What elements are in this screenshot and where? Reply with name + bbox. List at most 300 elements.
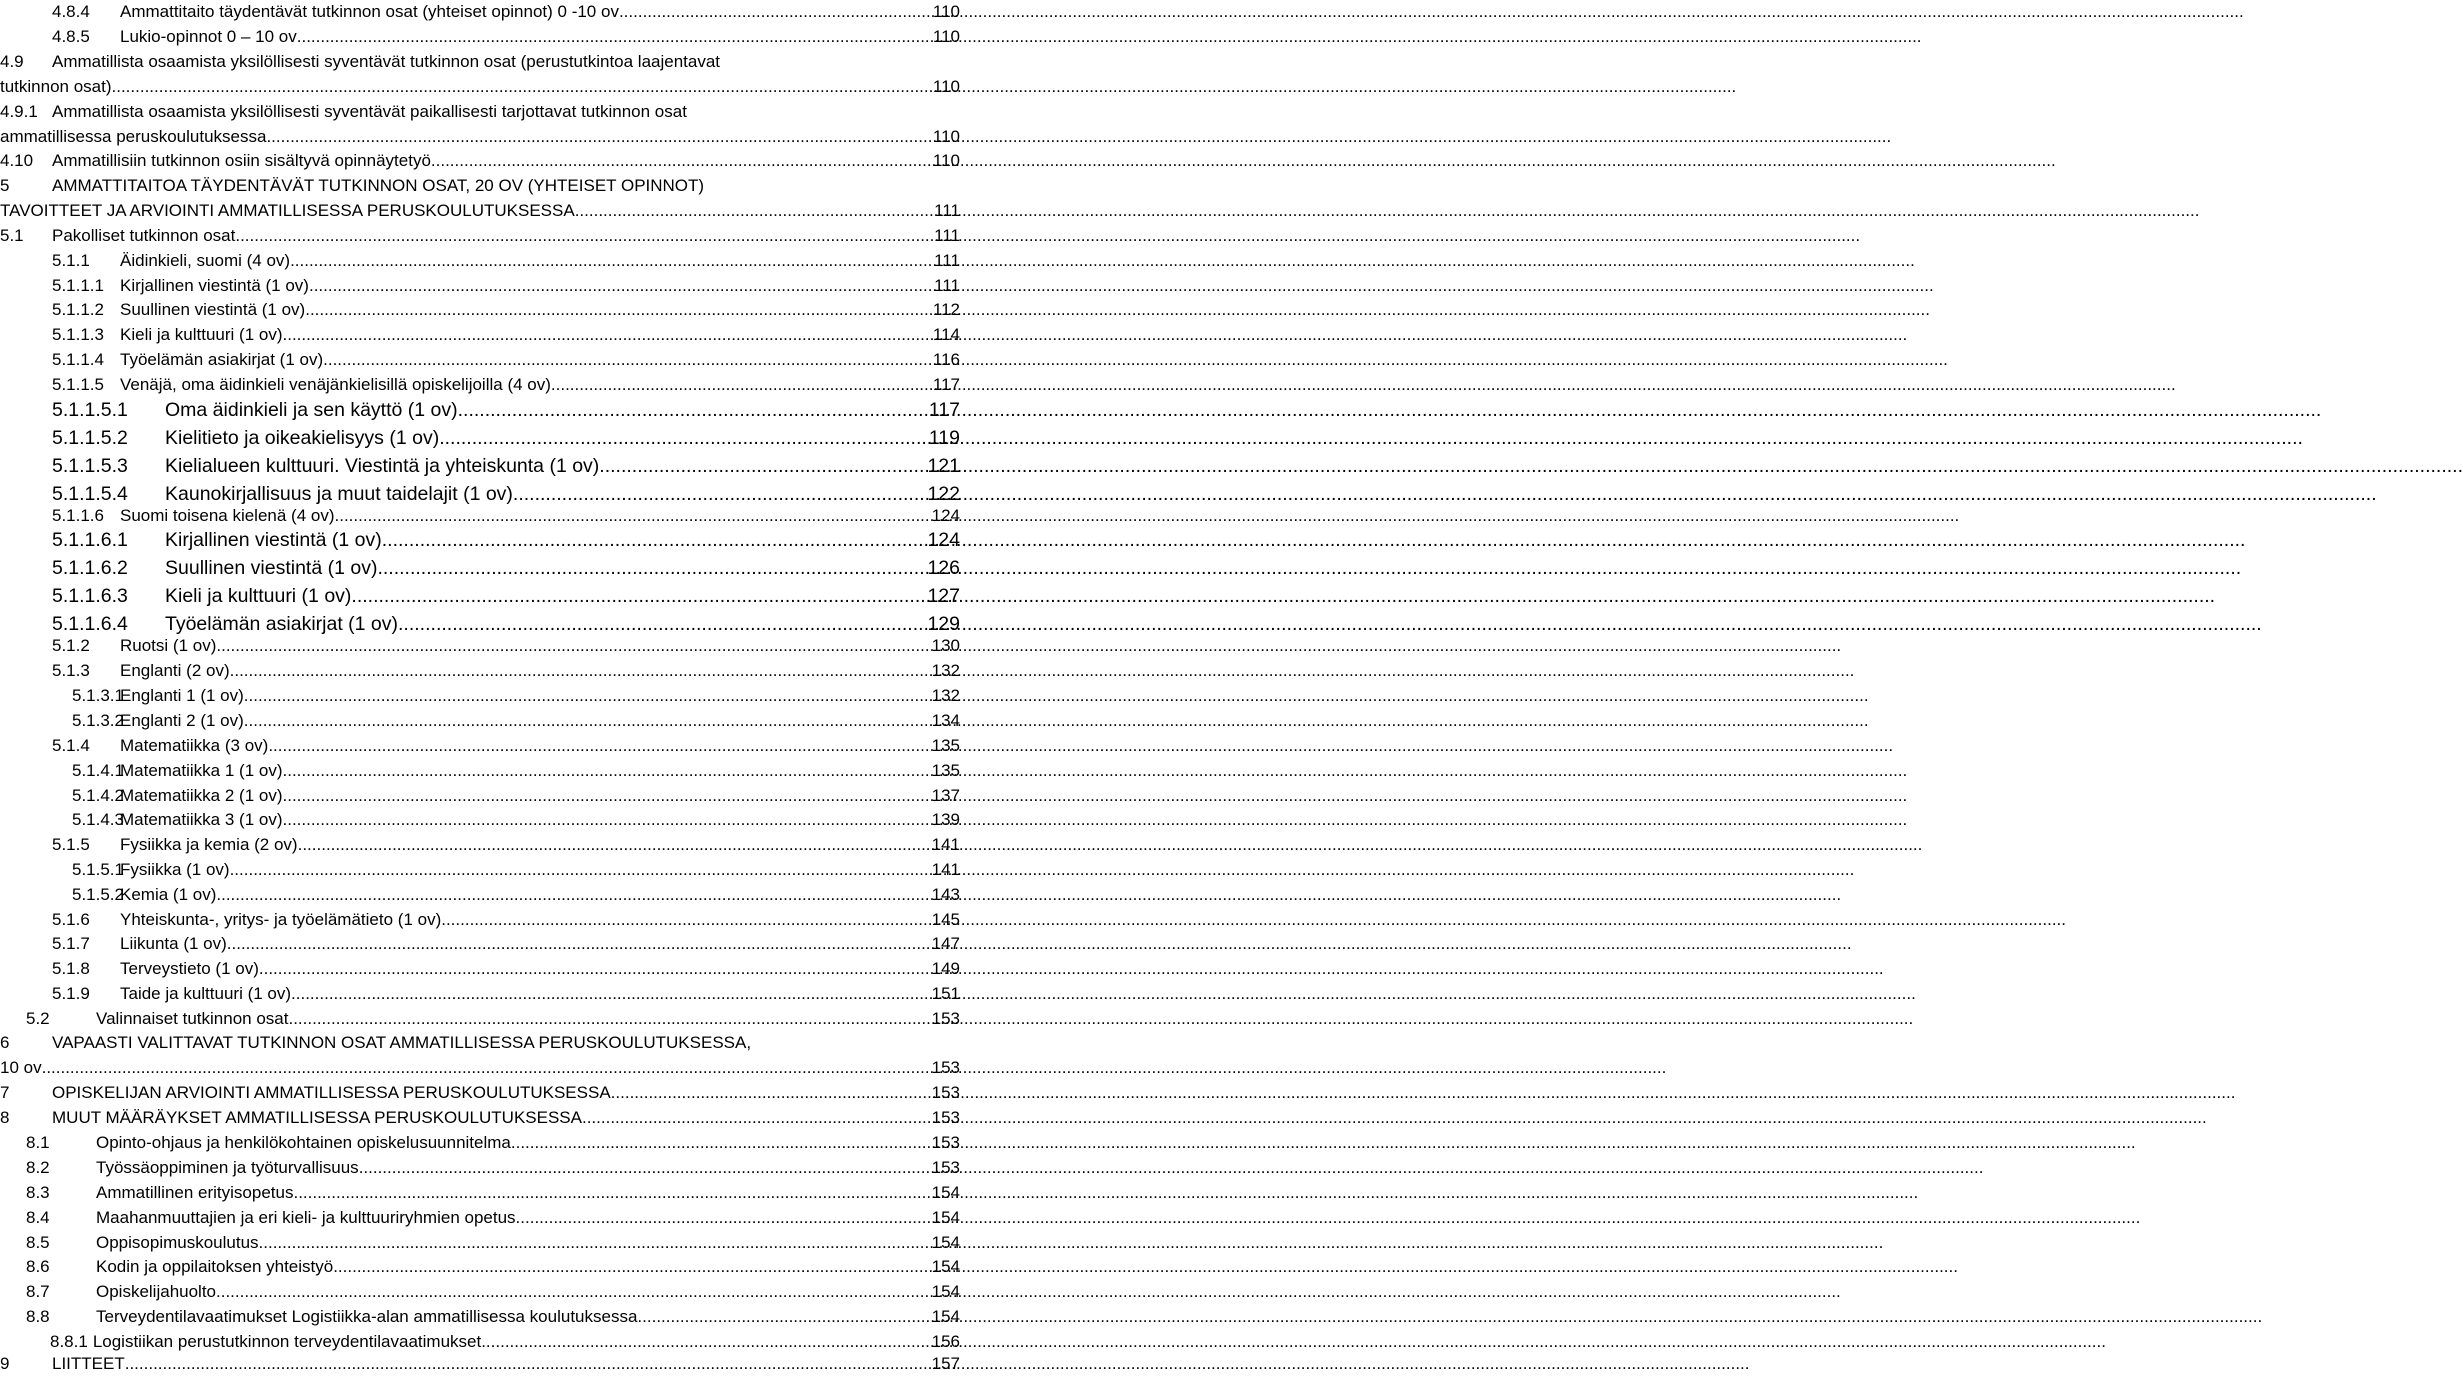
toc-entry[interactable] [0,833,960,857]
toc-entry-page-number: 135 [931,736,960,755]
dot-leader [293,1183,931,1203]
toc-entry-leader-line [0,584,960,608]
toc-entry-number: 8.6 [26,1257,50,1276]
toc-entry[interactable] [0,398,960,422]
dot-leader [382,529,928,552]
toc-entry-number: 5.1.1.6.4 [52,612,128,635]
toc-entry[interactable] [0,659,960,683]
toc-entry-page-number: 132 [931,686,960,705]
toc-entry-leader-line [0,149,960,173]
toc-entry-page-number: 117 [928,398,960,421]
dot-leader [333,1257,931,1277]
dot-leader [290,251,934,271]
toc-entry-number: 5.1.1.6.2 [52,556,128,579]
dot-leader [288,1009,931,1029]
dot-leader [551,375,933,395]
toc-entry-page-number: 129 [927,612,960,635]
toc-entry-page-number: 153 [931,1108,960,1127]
dot-leader [441,910,931,930]
toc-entry[interactable] [0,982,960,1006]
toc-entry-page-number: 147 [931,934,960,953]
toc-entry-number: 5.1.1.3 [52,325,104,344]
dot-leader [619,2,933,22]
toc-entry-page-number: 154 [931,1183,960,1202]
toc-entry-number: 8.8.1 [50,1332,88,1351]
toc-entry-title: Työelämän asiakirjat (1 ov) [120,350,324,369]
toc-entry-title: Suomi toisena kielenä (4 ov) [120,506,335,525]
dot-leader [599,455,927,478]
toc-entry[interactable] [0,224,960,248]
toc-entry[interactable] [0,50,960,99]
toc-entry[interactable] [0,908,960,932]
toc-entry-leader-line [0,556,960,580]
toc-entry[interactable] [0,556,960,580]
toc-entry-page-number: 153 [931,1058,960,1077]
toc-entry-title: Maahanmuuttajien ja eri kieli- ja kulttuuriryhmien opetus [96,1208,516,1227]
dot-leader [230,860,932,880]
toc-entry-page-number: 119 [928,426,960,449]
toc-entry-number: 5.1.4.1 [72,761,124,780]
toc-entry[interactable] [0,1330,960,1354]
toc-entry-leader-line [0,373,960,397]
toc-entry-number: 5.1.5.2 [72,885,124,904]
toc-entry-title: Lukio-opinnot 0 – 10 ov [120,27,297,46]
toc-entry-number: 5.2 [26,1009,50,1028]
toc-entry-leader-line [0,1231,960,1255]
toc-entry-number: 5.1.1.5.3 [52,454,128,477]
toc-entry-page-number: 157 [931,1354,960,1373]
toc-entry[interactable] [0,454,960,478]
toc-entry-number: 5.1.1.6.3 [52,584,128,607]
toc-entry[interactable] [0,25,960,49]
dot-leader [297,27,933,47]
toc-entry-page-number: 153 [931,1133,960,1152]
toc-entry-title: Fysiikka (1 ov) [120,860,230,879]
toc-entry-page-number: 151 [931,984,960,1003]
toc-entry-page-number: 156 [931,1332,960,1351]
toc-entry-title: Kirjallinen viestintä (1 ov) [165,528,382,551]
dot-leader [513,483,928,506]
dot-leader [359,1158,932,1178]
toc-entry-leader-line [0,1305,960,1329]
dot-leader [268,736,931,756]
dot-leader [230,661,932,681]
toc-entry-title: Terveystieto (1 ov) [120,959,259,978]
dot-leader [235,226,934,246]
toc-entry-page-number: 145 [931,910,960,929]
toc-entry-leader-line [0,75,960,99]
toc-entry-title: Opinto-ohjaus ja henkilökohtainen opiskelusuunnitelma [96,1133,511,1152]
dot-leader [112,77,933,97]
toc-entry-title-line1: Ammatillista osaamista yksilöllisesti syventävät paikallisesti tarjottavat tutkinnon osat [52,102,687,121]
toc-entry-number: 5.1.1.5.2 [52,426,128,449]
dot-leader [305,300,933,320]
toc-entry-number: 5.1.4.2 [72,786,124,805]
toc-entry-leader-line [0,1255,960,1279]
dot-leader [335,506,932,526]
toc-entry-number: 5.1.1.1 [52,276,104,295]
toc-entry-number: 5.1.1.5 [52,375,104,394]
toc-entry[interactable] [0,1031,960,1080]
toc-entry[interactable] [0,323,960,347]
toc-entry-title: Pakolliset tutkinnon osat [52,226,236,245]
toc-entry-title-line2: 10 ov [0,1058,42,1077]
dot-leader [259,959,932,979]
toc-entry-leader-line [0,883,960,907]
toc-entry[interactable] [0,1007,960,1031]
dot-leader [216,885,931,905]
toc-entry-leader-line [0,833,960,857]
toc-entry-leader-line [0,634,960,658]
toc-entry[interactable] [0,759,960,783]
toc-entry[interactable] [0,298,960,322]
toc-entry-leader-line [0,1007,960,1031]
toc-entry-number: 5.1.5 [52,835,90,854]
toc-entry-page-number: 116 [932,350,960,369]
toc-entry-page-number: 110 [932,27,960,46]
toc-entry-number: 5.1.1.5.1 [52,398,128,421]
toc-entry-leader-line [0,1131,960,1155]
dot-leader [439,427,929,450]
toc-entry-title: Matematiikka 1 (1 ov) [120,761,283,780]
toc-entry-page-number: 111 [934,251,960,270]
toc-entry[interactable] [0,709,960,733]
toc-entry-page-number: 153 [931,1083,960,1102]
toc-entry-leader-line [0,298,960,322]
toc-entry-number: 6 [0,1033,10,1052]
toc-entry-title: Ammattitaito täydentävät tutkinnon osat (yhteiset opinnot) 0 -10 ov [120,2,619,21]
toc-entry-leader-line [0,659,960,683]
toc-entry-number: 5.1.1.4 [52,350,104,369]
toc-entry-page-number: 137 [931,786,960,805]
dot-leader [125,1354,932,1374]
toc-entry-leader-line [0,426,960,450]
toc-entry-page-number: 154 [931,1282,960,1301]
toc-entry-page-number: 111 [934,201,960,220]
toc-entry-number: 8.4 [26,1208,50,1227]
toc-entry[interactable] [0,883,960,907]
toc-entry-title: Englanti 2 (1 ov) [120,711,244,730]
dot-leader [351,585,927,608]
toc-entry-title: Oppisopimuskoulutus [96,1233,259,1252]
toc-entry-number: 4.8.5 [52,27,90,46]
toc-entry[interactable] [0,1156,960,1180]
toc-entry-leader-line [0,454,960,478]
dot-leader [216,636,931,656]
toc-entry[interactable] [0,584,960,608]
toc-entry-leader-line [0,1206,960,1230]
toc-entry-title: Taide ja kulttuuri (1 ov) [120,984,292,1003]
toc-entry-number: 4.10 [0,151,34,170]
dot-leader [283,786,932,806]
toc-entry-leader-line [0,957,960,981]
toc-entry-leader-line [0,348,960,372]
toc-entry-page-number: 154 [931,1307,960,1326]
toc-entry[interactable] [0,1206,960,1230]
toc-entry-page-number: 110 [932,127,960,146]
toc-entry[interactable] [0,1352,960,1376]
toc-entry[interactable] [0,634,960,658]
toc-entry-number: 8.5 [26,1233,50,1252]
toc-entry-page-number: 111 [934,276,960,295]
toc-entry-leader-line [0,224,960,248]
toc-entry-number: 9 [0,1354,10,1373]
dot-leader [283,325,933,345]
dot-leader [575,201,934,221]
toc-entry-title: Opiskelijahuolto [96,1282,217,1301]
toc-entry-page-number: 114 [932,325,960,344]
toc-entry-page-number: 110 [932,77,960,96]
toc-entry-leader-line [0,982,960,1006]
toc-entry-leader-line [0,808,960,832]
toc-entry-number: 8.2 [26,1158,50,1177]
toc-entry-number: 5.1.7 [52,934,90,953]
toc-entry[interactable] [0,957,960,981]
toc-entry-page-number: 154 [931,1257,960,1276]
toc-entry-page-number: 154 [931,1233,960,1252]
toc-entry[interactable] [0,0,960,24]
toc-entry-number: 8.7 [26,1282,50,1301]
toc-entry-leader-line [0,0,960,24]
toc-entry[interactable] [0,1181,960,1205]
dot-leader [227,934,932,954]
toc-entry[interactable] [0,504,960,528]
toc-entry-leader-line [0,709,960,733]
toc-entry-title-line1: AMMATTITAITOA TÄYDENTÄVÄT TUTKINNON OSAT, 20 OV (YHTEISET OPINNOT) [52,176,705,195]
dot-leader [259,1233,932,1253]
toc-entry-title: Kemia (1 ov) [120,885,217,904]
toc-entry-page-number: 153 [931,1009,960,1028]
toc-entry-title: OPISKELIJAN ARVIOINTI AMMATILLISESSA PERUSKOULUTUKSESSA [52,1083,611,1102]
toc-entry-page-number: 111 [934,226,960,245]
dot-leader [582,1108,932,1128]
toc-entry-leader-line [0,1352,960,1376]
toc-entry-leader-line [0,784,960,808]
toc-entry-title: Ammatillisiin tutkinnon osiin sisältyvä opinnäytetyö [52,151,431,170]
dot-leader [309,276,934,296]
toc-entry-title: Työssäoppiminen ja työturvallisuus [96,1158,359,1177]
toc-entry-number: 5.1.5.1 [72,860,124,879]
toc-entry[interactable] [0,684,960,708]
toc-entry-page-number: 135 [931,761,960,780]
dot-leader [458,399,929,422]
toc-entry-number: 5.1.1.6 [52,506,104,525]
toc-entry-title: Suullinen viestintä (1 ov) [120,300,306,319]
toc-entry-title-line2: ammatillisessa peruskoulutuksessa [0,127,267,146]
toc-entry-page-number: 110 [932,2,960,21]
toc-entry-title: Ruotsi (1 ov) [120,636,217,655]
toc-entry-leader-line [0,504,960,528]
toc-entry-title: Kaunokirjallisuus ja muut taidelajit (1 ov) [165,482,513,505]
dot-leader [516,1208,932,1228]
toc-entry-leader-line [0,323,960,347]
dot-leader [323,350,933,370]
toc-entry-leader-line [0,1056,960,1080]
dot-leader [298,835,932,855]
toc-entry-number: 5.1.2 [52,636,90,655]
toc-entry-number: 8.8 [26,1307,50,1326]
toc-entry[interactable] [0,528,960,552]
toc-entry-title: Liikunta (1 ov) [120,934,227,953]
toc-entry-leader-line [0,932,960,956]
toc-entry-leader-line [0,25,960,49]
toc-entry-number: 5.1.3.1 [72,686,124,705]
toc-entry-page-number: 141 [931,860,960,879]
toc-entry-leader-line [0,858,960,882]
dot-leader [637,1307,931,1327]
toc-entry-title: Yhteiskunta-, yritys- ja työelämätieto (1 ov) [120,910,442,929]
dot-leader [611,1083,932,1103]
toc-entry[interactable] [0,249,960,273]
dot-leader [291,984,932,1004]
toc-entry-title: Fysiikka ja kemia (2 ov) [120,835,298,854]
toc-entry-page-number: 121 [927,454,960,477]
toc-entry[interactable] [0,482,960,506]
toc-entry-leader-line [0,199,960,223]
toc-entry-leader-line [0,1106,960,1130]
dot-leader [283,810,932,830]
toc-entry-number: 5.1.3.2 [72,711,124,730]
toc-entry-number: 5.1.8 [52,959,90,978]
toc-entry-title: Logistiikan perustutkinnon terveydentilavaatimukset [92,1332,482,1351]
dot-leader [398,613,927,636]
toc-entry-page-number: 154 [931,1208,960,1227]
toc-entry[interactable] [0,149,960,173]
toc-entry-title: Äidinkieli, suomi (4 ov) [120,251,291,270]
toc-entry-number: 5.1.1 [52,251,90,270]
toc-entry[interactable] [0,1231,960,1255]
toc-entry-number: 8 [0,1108,10,1127]
toc-entry-leader-line [0,274,960,298]
toc-entry-title: Matematiikka 3 (1 ov) [120,810,283,829]
toc-entry-number: 4.9 [0,52,24,71]
toc-entry[interactable] [0,174,960,223]
toc-entry-leader-line [0,759,960,783]
toc-entry-number: 5.1.1.6.1 [52,528,128,551]
toc-entry-leader-line [0,249,960,273]
toc-entry-title: Matematiikka (3 ov) [120,736,269,755]
toc-entry[interactable] [0,932,960,956]
toc-entry-number: 4.8.4 [52,2,90,21]
toc-entry-title: MUUT MÄÄRÄYKSET AMMATILLISESSA PERUSKOULUTUKSESSA [52,1108,582,1127]
toc-entry[interactable] [0,1305,960,1329]
toc-entry[interactable] [0,784,960,808]
toc-entry-title: Työelämän asiakirjat (1 ov) [165,612,399,635]
toc-entry-page-number: 126 [927,556,960,579]
toc-entry-title: Kieli ja kulttuuri (1 ov) [120,325,283,344]
toc-entry-leader-line [0,125,960,149]
dot-leader [244,686,932,706]
toc-entry[interactable] [0,373,960,397]
toc-entry-page-number: 117 [932,375,960,394]
toc-entry[interactable] [0,274,960,298]
toc-entry-page-number: 124 [927,528,960,551]
toc-entry-page-number: 134 [931,711,960,730]
dot-leader [266,127,932,147]
toc-entry-page-number: 127 [927,584,960,607]
dot-leader [481,1332,931,1352]
toc-entry-title: Matematiikka 2 (1 ov) [120,786,283,805]
toc-entry[interactable] [0,612,960,636]
toc-entry-leader-line [0,482,960,506]
toc-entry-title: Englanti (2 ov) [120,661,230,680]
toc-entry[interactable] [0,1106,960,1130]
toc-entry-number: 8.3 [26,1183,50,1202]
toc-entry-title: Englanti 1 (1 ov) [120,686,244,705]
toc-entry-page-number: 110 [932,151,960,170]
toc-entry[interactable] [0,858,960,882]
toc-entry-number: 5.1.3 [52,661,90,680]
toc-entry[interactable] [0,1081,960,1105]
toc-entry-page-number: 139 [931,810,960,829]
dot-leader [283,761,932,781]
dot-leader [511,1133,932,1153]
toc-entry-number: 5.1.4 [52,736,90,755]
toc-entry[interactable] [0,734,960,758]
toc-entry-title: Oma äidinkieli ja sen käyttö (1 ov) [165,398,458,421]
toc-entry-title: Kielitieto ja oikeakielisyys (1 ov) [165,426,440,449]
toc-entry-leader-line [0,528,960,552]
toc-entry-title: Kodin ja oppilaitoksen yhteistyö [96,1257,334,1276]
dot-leader [377,557,927,580]
toc-entry-number: 5 [0,176,10,195]
toc-entry-leader-line [0,908,960,932]
toc-entry-page-number: 122 [927,482,960,505]
toc-entry-title-line2: TAVOITTEET JA ARVIOINTI AMMATILLISESSA PERUSKOULUTUKSESSA [0,201,575,220]
toc-entry-number: 8.1 [26,1133,50,1152]
toc-entry-title: Kielialueen kulttuuri. Viestintä ja yhteiskunta (1 ov) [165,454,600,477]
toc-entry-title-line1: Ammatillista osaamista yksilöllisesti syventävät tutkinnon osat (perustutkintoa laajentavat [52,52,721,71]
toc-entry-number: 5.1.6 [52,910,90,929]
toc-entry-title: Valinnaiset tutkinnon osat [96,1009,289,1028]
toc-entry-number: 5.1.4.3 [72,810,124,829]
toc-entry-number: 5.1.1.2 [52,300,104,319]
toc-entry-number: 5.1.9 [52,984,90,1003]
toc-entry-leader-line [0,1156,960,1180]
toc-entry-title: Ammatillinen erityisopetus [96,1183,294,1202]
toc-entry[interactable] [0,1280,960,1304]
toc-entry-title-line2: tutkinnon osat) [0,77,112,96]
dot-leader [431,151,933,171]
toc-entry-page-number: 130 [931,636,960,655]
toc-entry[interactable] [0,1255,960,1279]
toc-entry-number: 5.1 [0,226,24,245]
toc-entry-leader-line [0,734,960,758]
toc-entry[interactable] [0,426,960,450]
toc-entry-title: LIITTEET [52,1354,125,1373]
toc-entry-title: Kieli ja kulttuuri (1 ov) [165,584,352,607]
toc-entry-title-line1: VAPAASTI VALITTAVAT TUTKINNON OSAT AMMATILLISESSA PERUSKOULUTUKSESSA, [52,1033,752,1052]
toc-entry[interactable] [0,808,960,832]
toc-entry-number: 5.1.1.5.4 [52,482,128,505]
toc-entry-title: Venäjä, oma äidinkieli venäjänkielisillä opiskelijoilla (4 ov) [120,375,551,394]
dot-leader [216,1282,932,1302]
toc-entry-page-number: 153 [931,1158,960,1177]
toc-entry-number: 7 [0,1083,10,1102]
dot-leader [244,711,932,731]
toc-entry-leader-line [0,684,960,708]
toc-entry[interactable] [0,100,960,149]
toc-entry-title: Terveydentilavaatimukset Logistiikka-alan ammatillisessa koulutuksessa [96,1307,638,1326]
toc-entry-leader-line [0,398,960,422]
toc-entry-page-number: 141 [931,835,960,854]
toc-entry[interactable] [0,1131,960,1155]
toc-entry-title: Kirjallinen viestintä (1 ov) [120,276,309,295]
toc-entry[interactable] [0,348,960,372]
toc-entry-page-number: 112 [932,300,960,319]
toc-entry-leader-line [0,1280,960,1304]
toc-entry-page-number: 124 [931,506,960,525]
